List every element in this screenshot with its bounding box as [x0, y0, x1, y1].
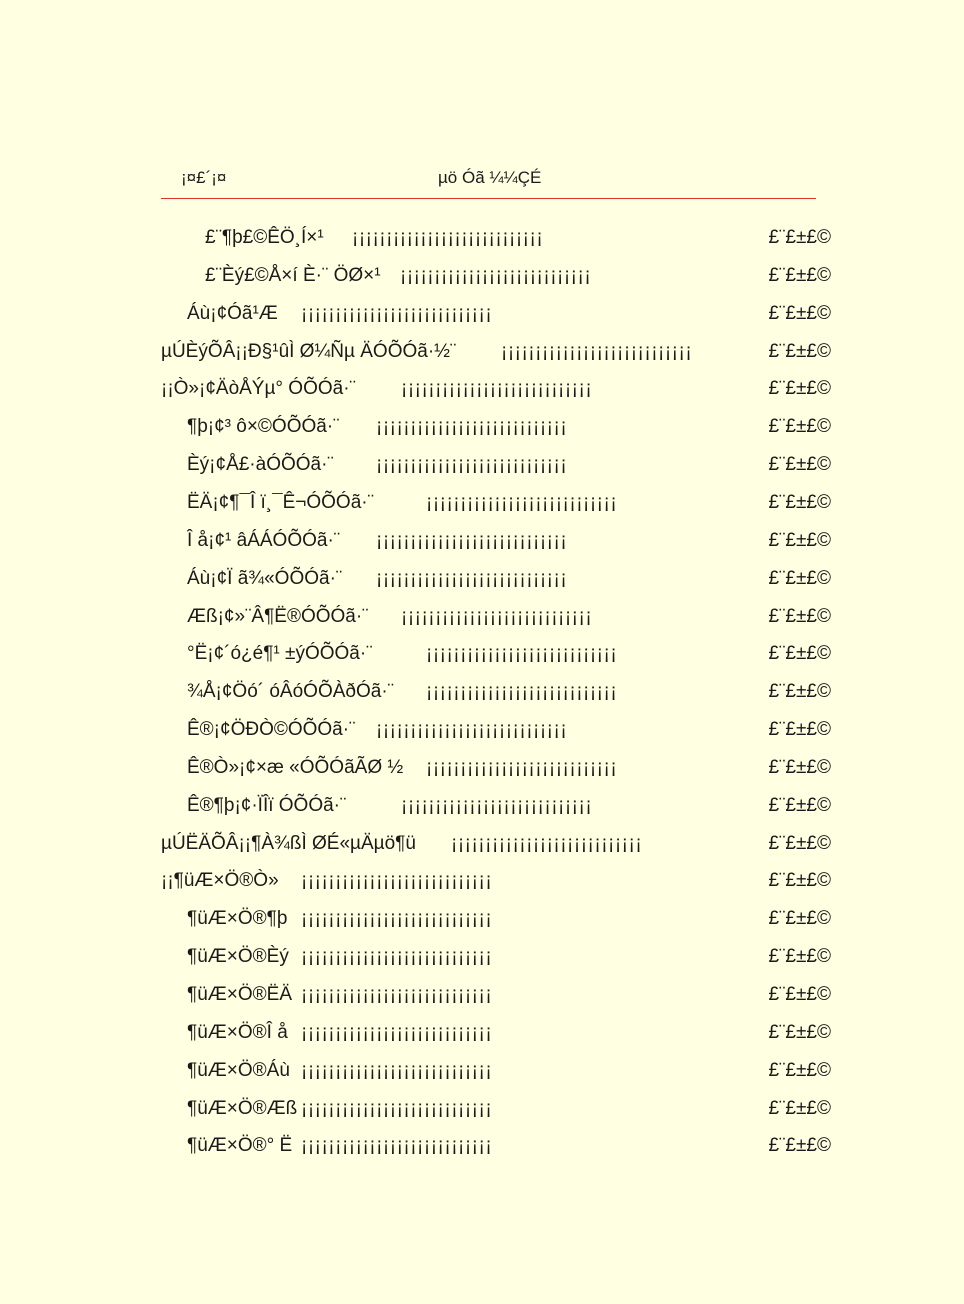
toc-dot-leader: ¡¡¡¡¡¡¡¡¡¡¡¡¡¡¡¡¡¡¡¡¡¡¡¡¡¡¡¡ — [426, 756, 618, 778]
toc-page-number: £¨£±£© — [768, 908, 831, 930]
toc-entry-title: ¶üÆ×Ö®Èý — [187, 946, 289, 968]
toc-entry — [0, 828, 964, 860]
toc-entry — [0, 1055, 964, 1087]
toc-entry-title: µÚÈýÕÂ¡¡Ð§¹ûÌ Ø¼Ñµ ÄÓÕÓã·½¨ — [161, 340, 457, 362]
toc-page-number: £¨£±£© — [768, 681, 831, 703]
toc-dot-leader: ¡¡¡¡¡¡¡¡¡¡¡¡¡¡¡¡¡¡¡¡¡¡¡¡¡¡¡¡ — [301, 946, 493, 968]
toc-entry — [0, 752, 964, 784]
toc-entry-title: Áù¡¢Óã¹Æ — [187, 302, 278, 324]
running-header-title: µö Óã ¼¼ÇÉ — [438, 168, 542, 187]
toc-entry-title: ¡¡Ò»¡¢ÄòÅÝµ° ÓÕÓã·¨ — [161, 378, 356, 400]
toc-page-number: £¨£±£© — [768, 794, 831, 816]
toc-entry-title: ¶þ¡¢³ ô×©ÓÕÓã·¨ — [187, 416, 340, 438]
toc-dot-leader: ¡¡¡¡¡¡¡¡¡¡¡¡¡¡¡¡¡¡¡¡¡¡¡¡¡¡¡¡ — [301, 984, 493, 1005]
toc-entry-title: ¶üÆ×Ö®Î å — [187, 1021, 288, 1043]
toc-dot-leader: ¡¡¡¡¡¡¡¡¡¡¡¡¡¡¡¡¡¡¡¡¡¡¡¡¡¡¡¡ — [301, 1059, 493, 1081]
toc-entry-title: Ê®Ò»¡¢×æ «ÓÕÓãÃØ ½ — [187, 756, 404, 778]
toc-page-number: £¨£±£© — [768, 227, 831, 248]
toc-entry-title: Î å¡¢¹ âÁÁÓÕÓã·¨ — [187, 529, 341, 551]
toc-dot-leader: ¡¡¡¡¡¡¡¡¡¡¡¡¡¡¡¡¡¡¡¡¡¡¡¡¡¡¡¡ — [301, 1021, 493, 1043]
toc-entry — [0, 222, 964, 254]
toc-page-number: £¨£±£© — [768, 416, 831, 438]
toc-page-number: £¨£±£© — [768, 1059, 831, 1081]
toc-entry-title: °Ë¡¢´ó¿é¶¹ ±ýÓÕÓã·¨ — [187, 643, 373, 665]
toc-dot-leader: ¡¡¡¡¡¡¡¡¡¡¡¡¡¡¡¡¡¡¡¡¡¡¡¡¡¡¡¡ — [501, 340, 693, 362]
toc-entry — [0, 676, 964, 708]
toc-page-number: £¨£±£© — [768, 605, 831, 627]
toc-page-number: £¨£±£© — [768, 264, 831, 286]
toc-page-number: £¨£±£© — [768, 1135, 831, 1157]
toc-entry — [0, 260, 964, 292]
toc-entry — [0, 336, 964, 368]
toc-entry — [0, 790, 964, 822]
toc-entry — [0, 979, 964, 1011]
toc-page-number: £¨£±£© — [768, 1097, 831, 1119]
toc-page-number: £¨£±£© — [768, 719, 831, 741]
toc-entry-title: ¡¡¶üÆ×Ö®Ò» — [161, 870, 279, 892]
toc-entry-title: ¶üÆ×Ö®Æß — [187, 1097, 297, 1119]
toc-entry — [0, 903, 964, 935]
toc-page-number: £¨£±£© — [768, 832, 831, 854]
toc-entry — [0, 373, 964, 405]
toc-dot-leader: ¡¡¡¡¡¡¡¡¡¡¡¡¡¡¡¡¡¡¡¡¡¡¡¡¡¡¡¡ — [426, 681, 618, 703]
toc-entry-title: Ê®¶þ¡¢·ÏÎï ÓÕÓã·¨ — [187, 794, 347, 816]
running-header-left: ¡¤£´¡¤ — [181, 168, 227, 187]
toc-entry — [0, 1017, 964, 1049]
toc-entry — [0, 714, 964, 746]
toc-entry-title: Èý¡¢Å£·àÓÕÓã·¨ — [187, 454, 334, 476]
toc-page-number: £¨£±£© — [768, 946, 831, 968]
toc-page-number: £¨£±£© — [768, 491, 831, 513]
toc-entry-title: µÚËÄÕÂ¡¡¶À¾ßÌ ØÉ«µÄµö¶ü — [161, 832, 416, 854]
toc-entry-title: ¶üÆ×Ö®Áù — [187, 1059, 290, 1081]
toc-dot-leader: ¡¡¡¡¡¡¡¡¡¡¡¡¡¡¡¡¡¡¡¡¡¡¡¡¡¡¡¡ — [301, 1097, 493, 1119]
toc-page-number: £¨£±£© — [768, 756, 831, 778]
toc-page-number: £¨£±£© — [768, 643, 831, 665]
toc-entry-title: ¶üÆ×Ö®¶þ — [187, 908, 288, 930]
toc-entry-title: Æß¡¢»¨Â¶Ë®ÓÕÓã·¨ — [187, 605, 369, 627]
toc-dot-leader: ¡¡¡¡¡¡¡¡¡¡¡¡¡¡¡¡¡¡¡¡¡¡¡¡¡¡¡¡ — [301, 302, 493, 324]
toc-entry — [0, 941, 964, 973]
toc-entry — [0, 601, 964, 633]
toc-dot-leader: ¡¡¡¡¡¡¡¡¡¡¡¡¡¡¡¡¡¡¡¡¡¡¡¡¡¡¡¡ — [401, 378, 593, 400]
toc-entry — [0, 487, 964, 519]
toc-dot-leader: ¡¡¡¡¡¡¡¡¡¡¡¡¡¡¡¡¡¡¡¡¡¡¡¡¡¡¡¡ — [376, 567, 568, 589]
toc-page-number: £¨£±£© — [768, 340, 831, 362]
toc-entry-title: ¶üÆ×Ö®ËÄ — [187, 984, 292, 1005]
toc-dot-leader: ¡¡¡¡¡¡¡¡¡¡¡¡¡¡¡¡¡¡¡¡¡¡¡¡¡¡¡¡ — [376, 529, 568, 551]
toc-dot-leader: ¡¡¡¡¡¡¡¡¡¡¡¡¡¡¡¡¡¡¡¡¡¡¡¡¡¡¡¡ — [400, 264, 592, 286]
toc-entry-title: ¾Å¡¢Öó´ óÂóÓÕÀðÓã·¨ — [187, 681, 394, 703]
toc-page-number: £¨£±£© — [768, 378, 831, 400]
toc-dot-leader: ¡¡¡¡¡¡¡¡¡¡¡¡¡¡¡¡¡¡¡¡¡¡¡¡¡¡¡¡ — [376, 416, 568, 438]
toc-entry — [0, 1093, 964, 1125]
toc-page-number: £¨£±£© — [768, 529, 831, 551]
toc-dot-leader: ¡¡¡¡¡¡¡¡¡¡¡¡¡¡¡¡¡¡¡¡¡¡¡¡¡¡¡¡ — [401, 605, 593, 627]
toc-entry — [0, 449, 964, 481]
toc-dot-leader: ¡¡¡¡¡¡¡¡¡¡¡¡¡¡¡¡¡¡¡¡¡¡¡¡¡¡¡¡ — [401, 794, 593, 816]
toc-dot-leader: ¡¡¡¡¡¡¡¡¡¡¡¡¡¡¡¡¡¡¡¡¡¡¡¡¡¡¡¡ — [301, 908, 493, 930]
toc-page-number: £¨£±£© — [768, 1021, 831, 1043]
toc-page-number: £¨£±£© — [768, 870, 831, 892]
toc-entry-title: ËÄ¡¢¶¯Î ï¸¯Ê¬ÓÕÓã·¨ — [187, 491, 374, 513]
toc-entry — [0, 411, 964, 443]
toc-dot-leader: ¡¡¡¡¡¡¡¡¡¡¡¡¡¡¡¡¡¡¡¡¡¡¡¡¡¡¡¡ — [426, 643, 618, 665]
toc-dot-leader: ¡¡¡¡¡¡¡¡¡¡¡¡¡¡¡¡¡¡¡¡¡¡¡¡¡¡¡¡ — [301, 870, 493, 892]
toc-entry-title: Áù¡¢Ï ã¾«ÓÕÓã·¨ — [187, 567, 343, 589]
toc-dot-leader: ¡¡¡¡¡¡¡¡¡¡¡¡¡¡¡¡¡¡¡¡¡¡¡¡¡¡¡¡ — [426, 491, 618, 513]
toc-dot-leader: ¡¡¡¡¡¡¡¡¡¡¡¡¡¡¡¡¡¡¡¡¡¡¡¡¡¡¡¡ — [376, 719, 568, 741]
toc-dot-leader: ¡¡¡¡¡¡¡¡¡¡¡¡¡¡¡¡¡¡¡¡¡¡¡¡¡¡¡¡ — [451, 832, 643, 854]
toc-entry-title: £¨¶þ£©ÊÖ¸Í×¹ — [205, 227, 324, 248]
header-divider — [161, 198, 816, 199]
toc-dot-leader: ¡¡¡¡¡¡¡¡¡¡¡¡¡¡¡¡¡¡¡¡¡¡¡¡¡¡¡¡ — [376, 454, 568, 476]
toc-page-number: £¨£±£© — [768, 454, 831, 476]
toc-entry-title: £¨Èý£©Å×í È·¨ ÖØ×¹ — [205, 264, 381, 286]
toc-entry — [0, 563, 964, 595]
toc-page-number: £¨£±£© — [768, 302, 831, 324]
toc-dot-leader: ¡¡¡¡¡¡¡¡¡¡¡¡¡¡¡¡¡¡¡¡¡¡¡¡¡¡¡¡ — [301, 1135, 493, 1157]
toc-page-number: £¨£±£© — [768, 984, 831, 1005]
toc-entry — [0, 525, 964, 557]
toc-page-number: £¨£±£© — [768, 567, 831, 589]
toc-entry — [0, 298, 964, 330]
toc-entry — [0, 1130, 964, 1162]
toc-entry-title: Ê®¡¢ÖÐÒ©ÓÕÓã·¨ — [187, 719, 356, 741]
toc-entry-title: ¶üÆ×Ö®° Ë — [187, 1135, 293, 1157]
toc-dot-leader: ¡¡¡¡¡¡¡¡¡¡¡¡¡¡¡¡¡¡¡¡¡¡¡¡¡¡¡¡ — [352, 227, 544, 248]
toc-entry — [0, 865, 964, 897]
toc-entry — [0, 638, 964, 670]
